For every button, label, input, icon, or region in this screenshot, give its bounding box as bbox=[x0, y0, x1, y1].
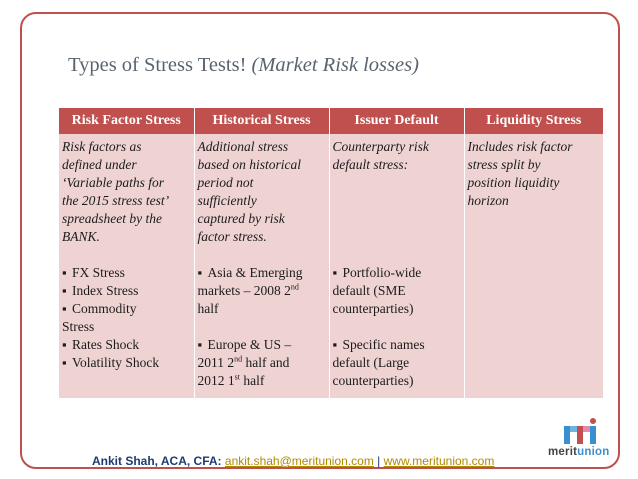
table-row bbox=[59, 134, 603, 398]
list-item: ▪ Portfolio-wide default (SME counterparties) bbox=[333, 264, 461, 318]
list-item: ▪ Index Stress bbox=[62, 282, 191, 300]
risk-factor-description: Risk factors as defined under ‘Variable paths for the 2015 stress test’ spreadsheet by the BANK. bbox=[62, 139, 170, 244]
historical-description: Additional stress based on historical period not sufficiently captured by risk factor stress. bbox=[197, 139, 301, 244]
table-header-row bbox=[59, 108, 603, 134]
list-item: ▪ FX Stress bbox=[62, 264, 191, 282]
header-issuer-default: Issuer Default bbox=[329, 108, 464, 134]
list-item: ▪ Rates Shock bbox=[62, 336, 191, 354]
list-item: ▪ Asia & Emerging markets – 2008 2nd half bbox=[198, 264, 326, 318]
title-main: Types of Stress Tests! bbox=[68, 54, 247, 76]
logo-icon bbox=[562, 418, 602, 446]
list-item: ▪ Specific names default (Large counterparties) bbox=[333, 336, 461, 390]
meritunion-logo bbox=[548, 418, 616, 462]
website-link[interactable]: www.meritunion.com bbox=[383, 454, 495, 468]
header-historical-stress: Historical Stress bbox=[194, 108, 329, 134]
cell-liquidity-stress bbox=[464, 134, 603, 398]
list-item: ▪ Commodity bbox=[62, 300, 191, 318]
list-item-continuation: Stress bbox=[62, 319, 95, 334]
email-link[interactable]: ankit.shah@meritunion.com bbox=[224, 454, 374, 468]
list-item: ▪ Europe & US – 2011 2nd half and 2012 1st half bbox=[198, 336, 326, 390]
footer-separator: | bbox=[377, 454, 381, 468]
cell-issuer-default bbox=[329, 134, 464, 398]
header-risk-factor-stress: Risk Factor Stress bbox=[59, 108, 194, 134]
slide-title bbox=[68, 54, 419, 77]
cell-historical-stress bbox=[194, 134, 329, 398]
header-liquidity-stress: Liquidity Stress bbox=[464, 108, 603, 134]
cell-risk-factor-stress bbox=[59, 134, 194, 398]
title-subtitle: (Market Risk losses) bbox=[251, 54, 419, 76]
issuer-default-description: Counterparty risk default stress: bbox=[332, 139, 429, 172]
logo-wordmark: meritunion bbox=[548, 446, 610, 458]
author-name: Ankit Shah, ACA, CFA: bbox=[92, 454, 222, 468]
list-item: ▪ Volatility Shock bbox=[62, 354, 191, 372]
footer bbox=[92, 454, 494, 468]
stress-test-table bbox=[59, 108, 603, 398]
liquidity-description: Includes risk factor stress split by position liquidity horizon bbox=[467, 139, 573, 208]
